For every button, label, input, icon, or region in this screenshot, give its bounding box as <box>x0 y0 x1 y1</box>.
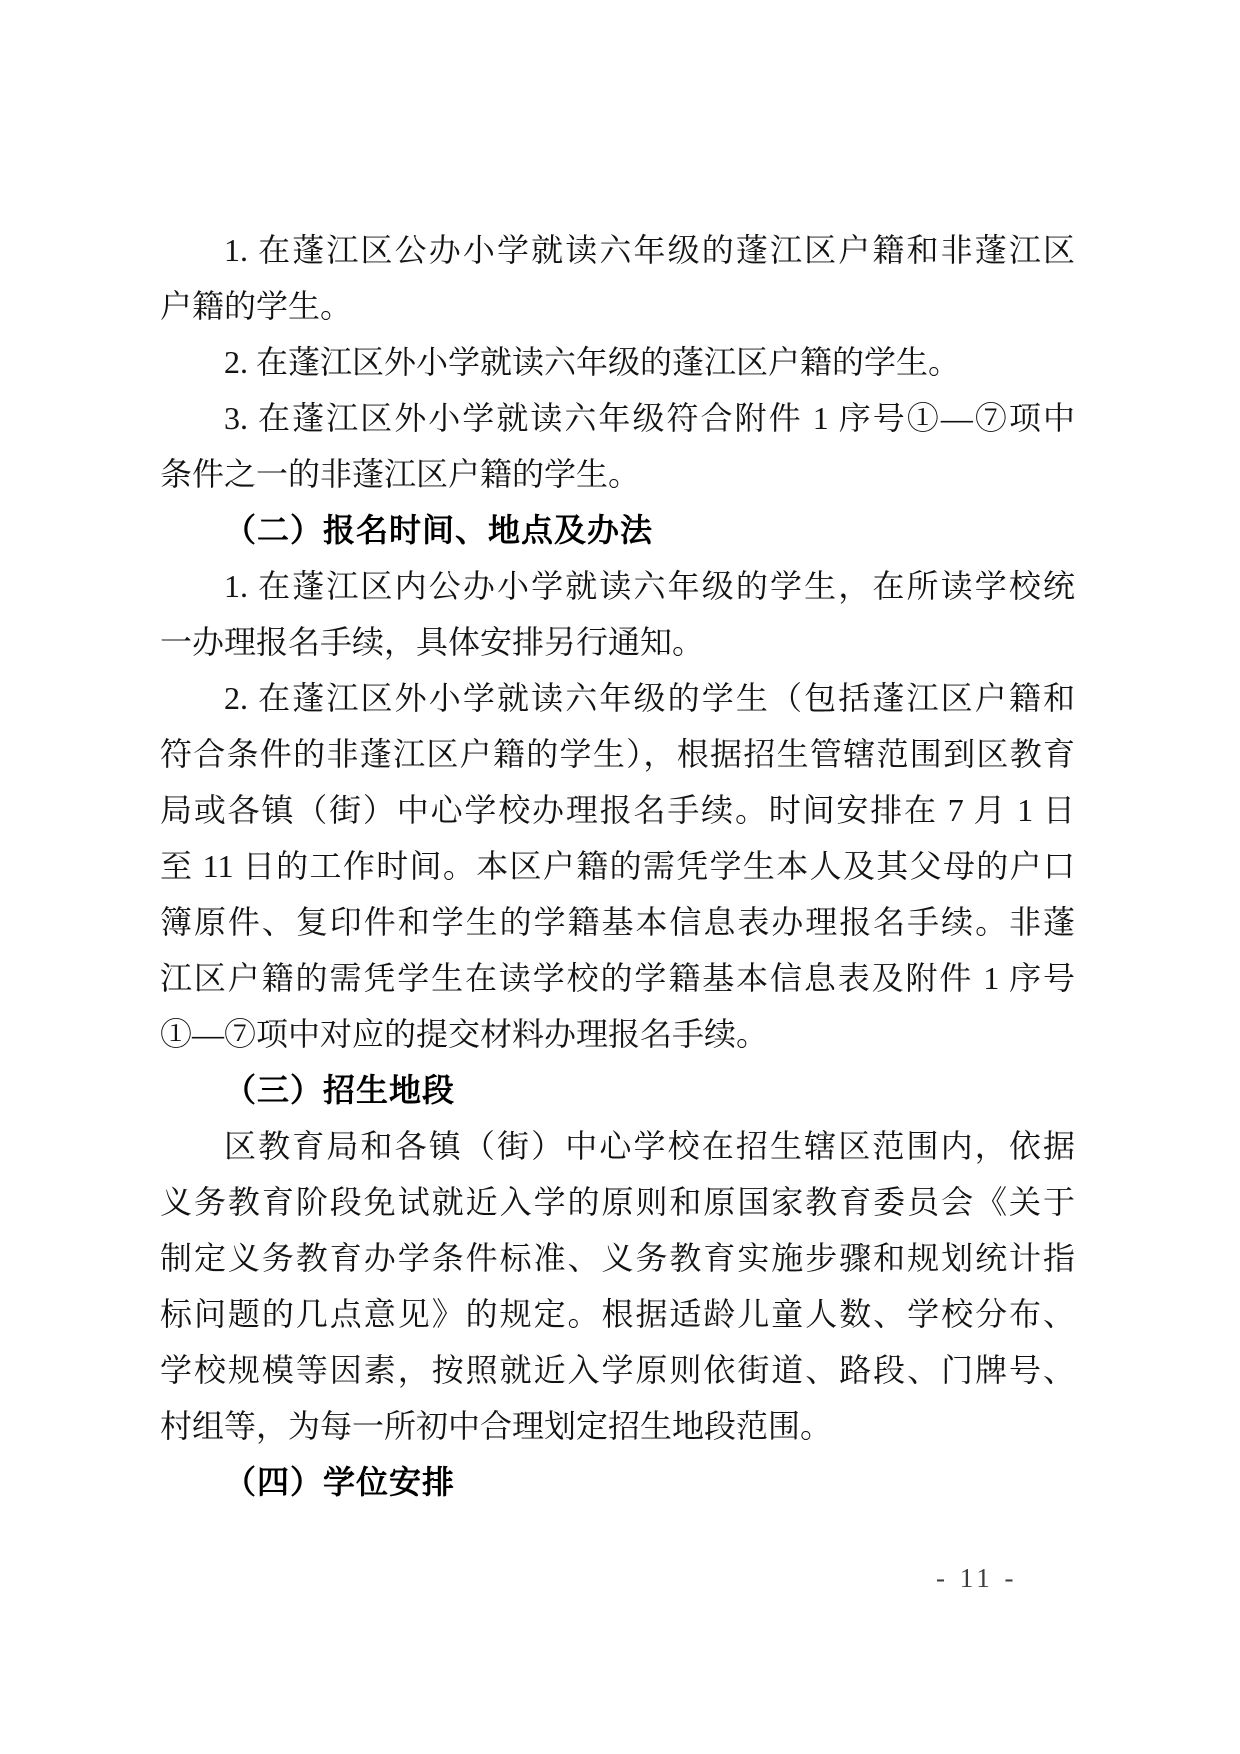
page-number: - 11 - <box>936 1563 1018 1593</box>
paragraph-line: 学校规模等因素，按照就近入学原则依街道、路段、门牌号、 <box>160 1352 1075 1388</box>
paragraph-line: 条件之一的非蓬江区户籍的学生。 <box>160 456 641 492</box>
paragraph-line: 3. 在蓬江区外小学就读六年级符合附件 1 序号①—⑦项中 <box>224 400 1075 436</box>
paragraph-line: 区教育局和各镇（街）中心学校在招生辖区范围内，依据 <box>224 1128 1075 1164</box>
paragraph-line: 至 11 日的工作时间。本区户籍的需凭学生本人及其父母的户口 <box>160 848 1075 884</box>
paragraph-line: 2. 在蓬江区外小学就读六年级的学生（包括蓬江区户籍和 <box>224 680 1075 716</box>
paragraph-line: 标问题的几点意见》的规定。根据适龄儿童人数、学校分布、 <box>160 1296 1075 1332</box>
paragraph-line: 簿原件、复印件和学生的学籍基本信息表办理报名手续。非蓬 <box>160 904 1075 940</box>
paragraph-line: 义务教育阶段免试就近入学的原则和原国家教育委员会《关于 <box>160 1184 1075 1220</box>
paragraph-line: 2. 在蓬江区外小学就读六年级的蓬江区户籍的学生。 <box>224 344 961 380</box>
section-heading: （四）学位安排 <box>224 1464 456 1500</box>
paragraph-line: 户籍的学生。 <box>160 288 353 324</box>
paragraph-line: ①—⑦项中对应的提交材料办理报名手续。 <box>160 1016 769 1052</box>
paragraph-line: 一办理报名手续，具体安排另行通知。 <box>160 624 705 660</box>
paragraph-line: 制定义务教育办学条件标准、义务教育实施步骤和规划统计指 <box>160 1240 1075 1276</box>
paragraph-line: 1. 在蓬江区公办小学就读六年级的蓬江区户籍和非蓬江区 <box>224 232 1075 268</box>
section-heading: （三）招生地段 <box>224 1072 456 1108</box>
paragraph-line: 局或各镇（街）中心学校办理报名手续。时间安排在 7 月 1 日 <box>160 792 1075 828</box>
paragraph-line: 江区户籍的需凭学生在读学校的学籍基本信息表及附件 1 序号 <box>160 960 1075 996</box>
section-heading: （二）报名时间、地点及办法 <box>224 512 654 548</box>
paragraph-line: 符合条件的非蓬江区户籍的学生），根据招生管辖范围到区教育 <box>160 736 1075 772</box>
document-body <box>160 222 1075 1510</box>
paragraph-line: 村组等，为每一所初中合理划定招生地段范围。 <box>160 1408 833 1444</box>
paragraph-line: 1. 在蓬江区内公办小学就读六年级的学生，在所读学校统 <box>224 568 1075 604</box>
